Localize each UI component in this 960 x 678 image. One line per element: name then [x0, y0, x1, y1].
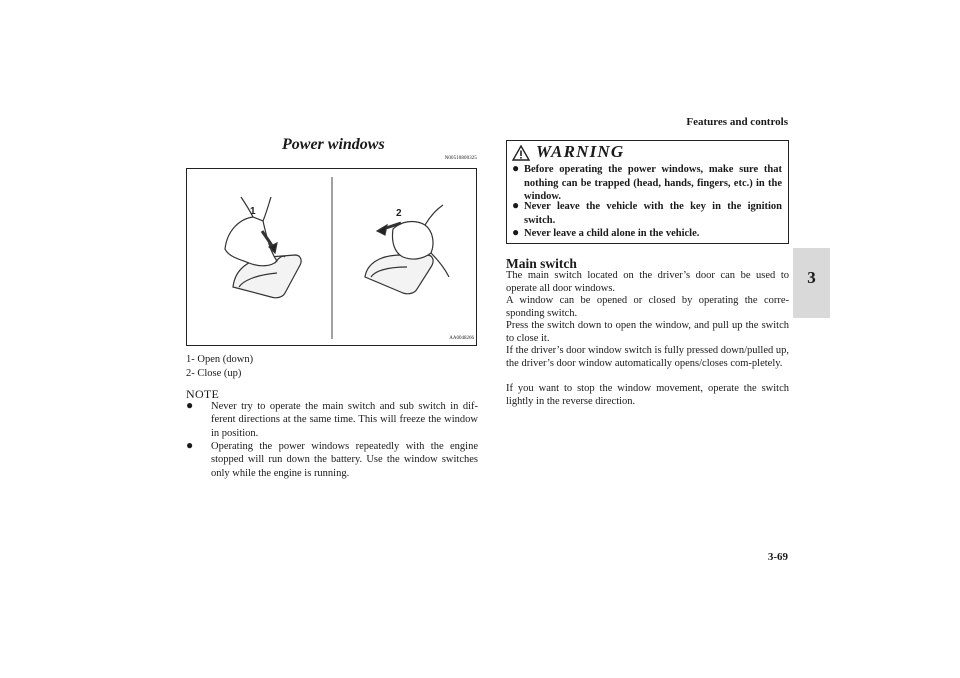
page-header-title: Features and controls [686, 116, 788, 128]
close-up-drawing [365, 205, 449, 294]
body-paragraph: If you want to stop the window movement, operate the switch lightly in the reverse direction. [506, 383, 789, 407]
warning-item-text: Before operating the power windows, make sure that nothing can be trapped (head, hands, fingers, etc.) in the window. [524, 164, 782, 202]
body-paragraph: A window can be opened or closed by operating the corre-sponding switch. [506, 295, 789, 319]
body-paragraph: If the driver’s door window switch is fully pressed down/pulled up, the driver’s door window automatically opens/closes com-pletely. [506, 345, 789, 369]
figure-code: AA0048266 [449, 336, 474, 341]
caption-close: 2- Close (up) [186, 368, 242, 379]
body-paragraph: Press the switch down to open the window, and pull up the switch to close it. [506, 320, 789, 344]
warning-item [512, 163, 782, 204]
note-item-text: Operating the power windows repeatedly with the engine stopped will run down the battery. Use the window switches only while the engine is running. [211, 441, 478, 479]
label-1: 1 [250, 206, 256, 217]
bullet-icon: ● [186, 438, 194, 452]
label-2: 2 [396, 208, 402, 219]
warning-title: WARNING [536, 142, 625, 161]
warning-item-text: Never leave the vehicle with the key in the ignition switch. [524, 201, 782, 226]
main-switch-heading: Main switch [506, 256, 577, 271]
window-switch-illustration [186, 168, 477, 346]
bullet-icon: ● [512, 198, 520, 212]
warning-item [512, 200, 782, 227]
chapter-number: 3 [807, 268, 816, 287]
body-paragraph: The main switch located on the driver’s door can be used to operate all door windows. [506, 270, 789, 294]
caption-open: 1- Open (down) [186, 354, 254, 365]
bullet-icon: ● [512, 225, 520, 239]
warning-item-text: Never leave a child alone in the vehicle. [524, 228, 700, 239]
note-item-text: Never try to operate the main switch and sub switch in dif-ferent directions at the same time. This will freeze the window in position. [211, 401, 478, 439]
note-item [186, 440, 478, 480]
note-item [186, 400, 478, 440]
illustration-drawing [187, 169, 476, 345]
page-number: 3-69 [767, 551, 788, 563]
warning-item [512, 227, 782, 241]
section-code: N00510800325 [444, 156, 477, 161]
bullet-icon: ● [186, 398, 194, 412]
bullet-icon: ● [512, 161, 520, 175]
warning-triangle-icon [512, 145, 530, 161]
open-down-drawing [225, 197, 301, 298]
note-label: NOTE [186, 387, 220, 401]
section-title: Power windows [282, 136, 385, 153]
